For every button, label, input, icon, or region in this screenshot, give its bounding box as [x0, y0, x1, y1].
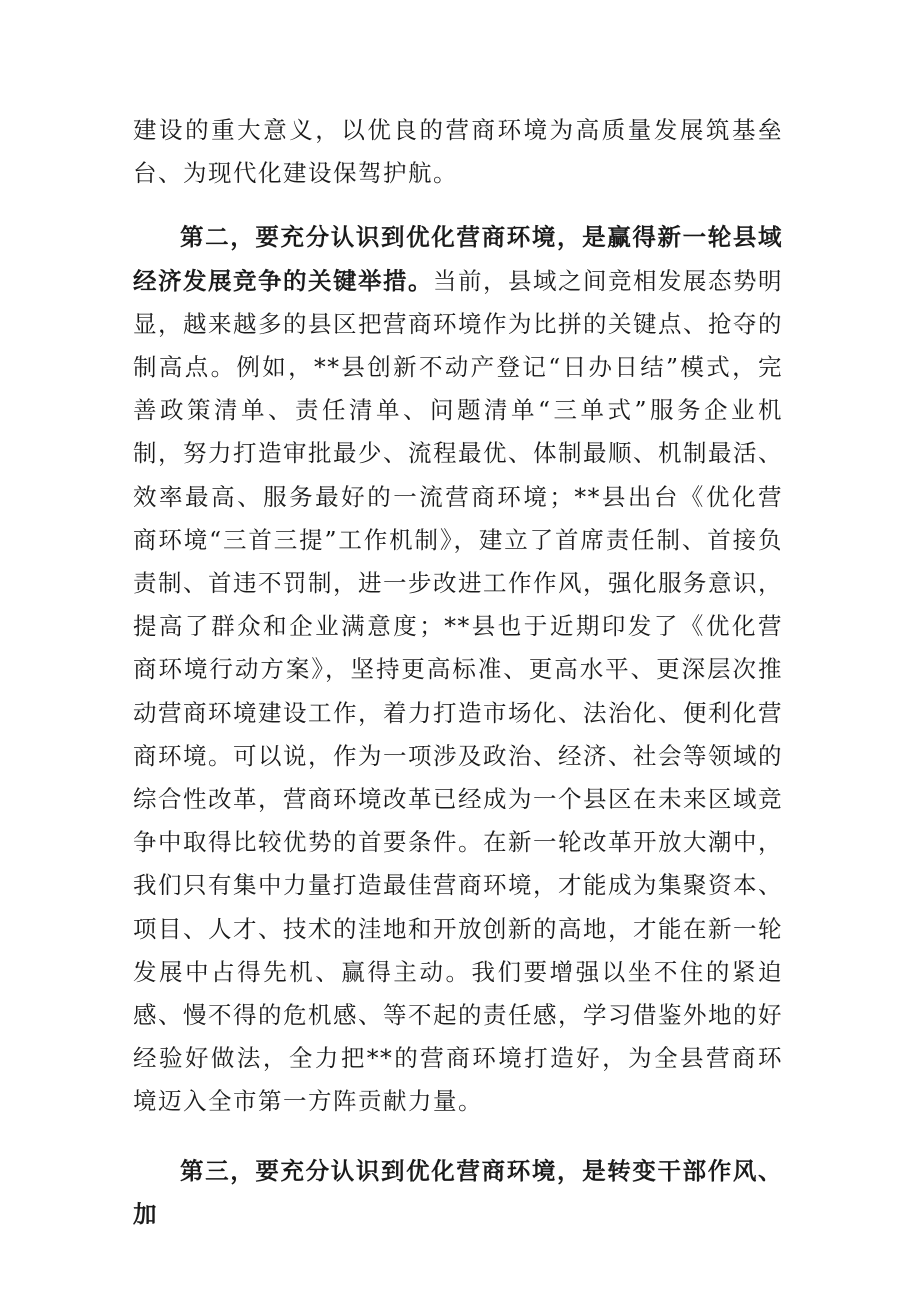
paragraph-second-point	[133, 216, 783, 1123]
paragraph-text: 建设的重大意义，以优良的营商环境为高质量发展筑基垒台、为现代化建设保驾护航。	[133, 116, 783, 188]
document-body	[133, 109, 783, 1236]
paragraph-continuation	[133, 109, 783, 195]
paragraph-third-point	[133, 1150, 783, 1236]
paragraph-lead-sentence: 第三，要充分认识到优化营商环境，是转变干部作风、加	[133, 1156, 783, 1228]
paragraph-text: 当前，县域之间竞相发展态势明显，越来越多的县区把营商环境作为比拼的关键点、抢夺的制高点。例如，**县创新不动产登记“日办日结”模式，完善政策清单、责任清单、问题清单“三单式”服务企业机制，努力打造审批最少、流程最优、体制最顺、机制最活、效率最高、服务最好的一流营商环境；**县出台《优化营商环境“三首三提”工作机制》，建立了首席责任制、首接负责制、首违不罚制，进一步改进工作作风，强化服务意识，提高了群众和企业满意度；**县也于近期印发了《优化营商环境行动方案》，坚持更高标准、更高水平、更深层次推动营商环境建设工作，着力打造市场化、法治化、便利化营商环境。可以说，作为一项涉及政治、经济、社会等领域的综合性改革，营商环境改革已经成为一个县区在未来区域竞争中取得比较优势的首要条件。在新一轮改革开放大潮中，我们只有集中力量打造最佳营商环境，才能成为集聚资本、项目、人才、技术的洼地和开放创新的高地，才能在新一轮发展中占得先机、赢得主动。我们要增强以坐不住的紧迫感、慢不得的危机感、等不起的责任感，学习借鉴外地的好经验好做法，全力把**的营商环境打造好，为全县营商环境迈入全市第一方阵贡献力量。	[133, 266, 783, 1116]
paragraph-lead-sentence: 第二，要充分认识到优化营商环境，是赢得新一轮县域经济发展竞争的关键举措。	[133, 223, 783, 295]
